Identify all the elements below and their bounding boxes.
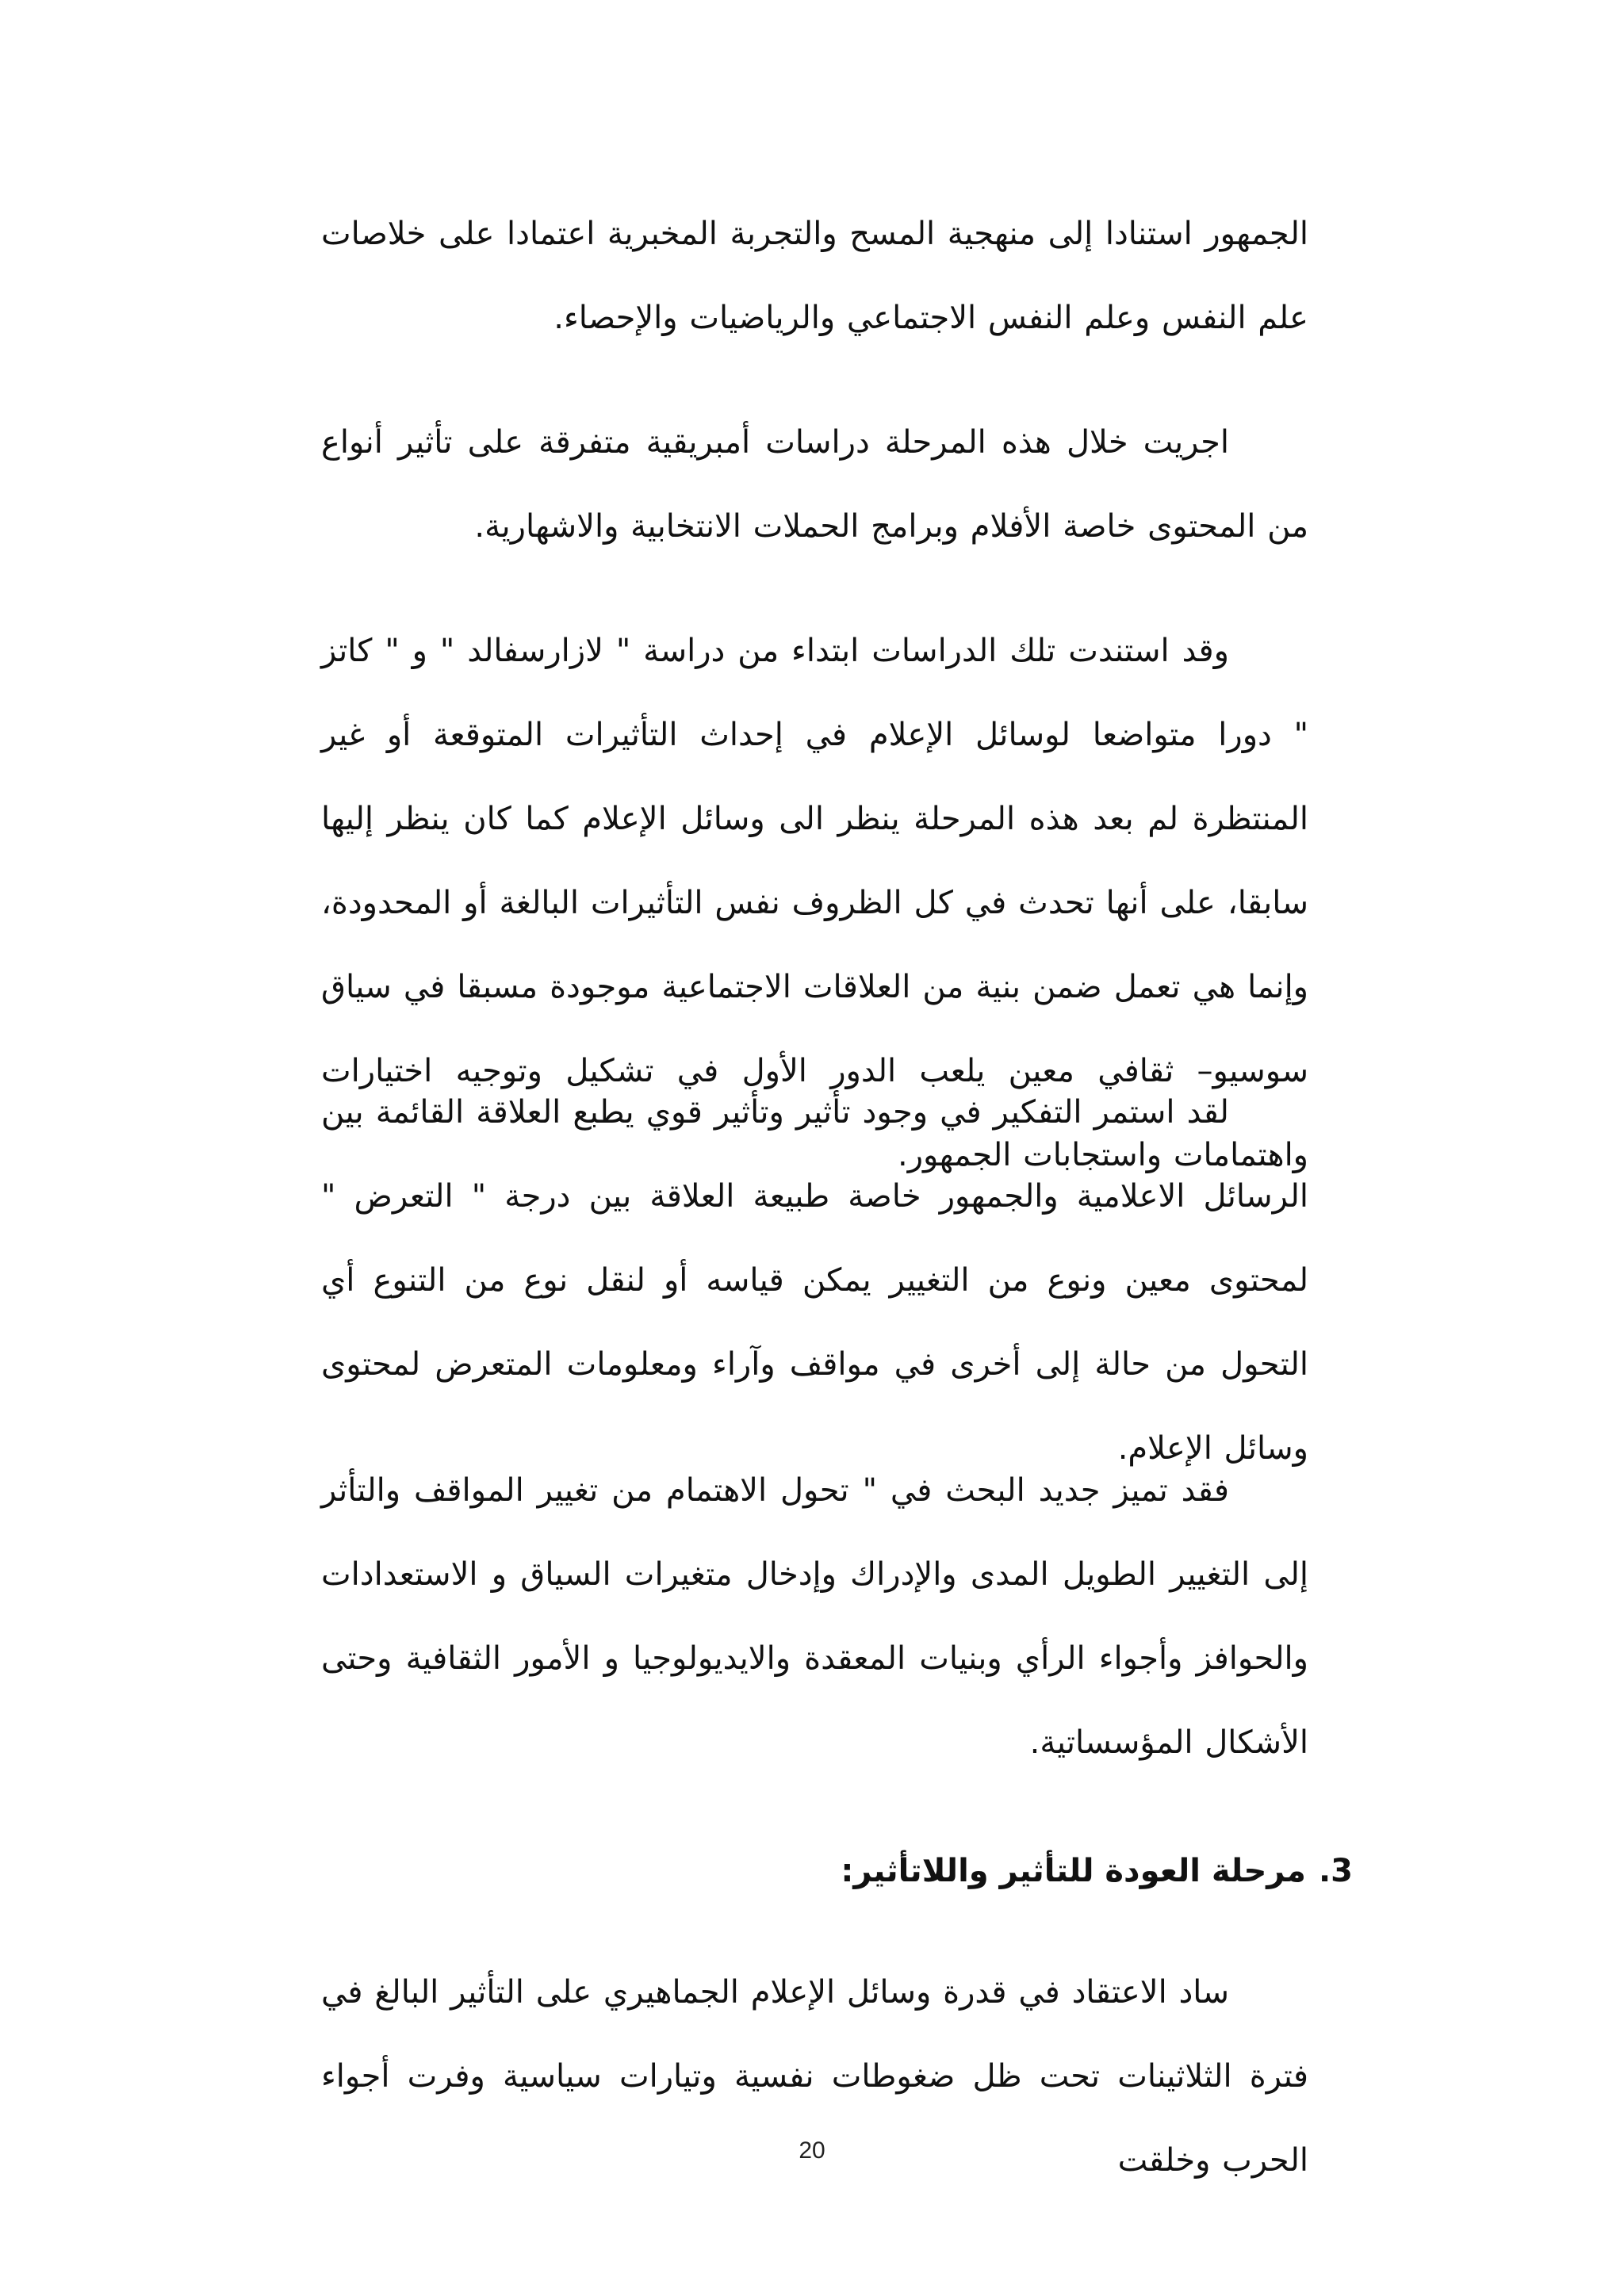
paragraph-2: اجريت خلال هذه المرحلة دراسات أمبريقية متفرقة على تأثير أنواع من المحتوى خاصة الأفلام وبرامج الحملات الانتخابية والاشهارية. [321, 424, 1308, 545]
paragraph-1: الجمهور استنادا إلى منهجية المسح والتجربة المخبرية اعتمادا على خلاصات علم النفس وعلم النفس الاجتماعي والرياضيات والإحصاء. [321, 216, 1308, 336]
paragraph-5: فقد تميز جديد البحث في " تحول الاهتمام من تغيير المواقف والتأثر إلى التغيير الطويل المدى والإدراك وإدخال متغيرات السياق و الاستعدادات والحوافز وأجواء الرأي وبنيات المعقدة والايديولوجيا و الأمور الثقافية وحتى الأشكال المؤسساتية. [321, 1472, 1308, 1761]
paragraph-6: ساد الاعتقاد في قدرة وسائل الإعلام الجماهيري على التأثير البالغ في فترة الثلاثينات تحت ظل ضغوطات نفسية وتيارات سياسية وفرت أجواء الحرب وخلقت [321, 1974, 1308, 2179]
page-number: 20 [799, 2137, 825, 2164]
paragraph-3: وقد استندت تلك الدراسات ابتداء من دراسة " لازارسفالد " و " كاتز " دورا متواضعا لوسائل الإعلام في إحداث التأثيرات المتوقعة أو غير المنتظرة لم بعد هذه المرحلة ينظر الى وسائل الإعلام كما كان ينظر إليها سابقا، على أنها تحدث في كل الظروف نفس التأثيرات البالغة أو المحدودة، وإنما هي تعمل ضمن بنية من العلاقات الاجتماعية موجودة مسبقا في سياق سوسيو– ثقافي معين يلعب الدور الأول في تشكيل وتوجيه اختيارات واهتمامات واستجابات الجمهور. [321, 633, 1308, 1173]
section-heading [841, 1847, 1353, 1895]
section-heading-number: 3. [1318, 1853, 1353, 1889]
section-heading-title: مرحلة العودة للتأثير واللاتأثير: [841, 1853, 1306, 1889]
paragraph-4: لقد استمر التفكير في وجود تأثير وتأثير قوي يطبع العلاقة القائمة بين الرسائل الاعلامية والجمهور خاصة طبيعة العلاقة بين درجة " التعرض " لمحتوى معين ونوع من التغيير يمكن قياسه أو لنقل نوع من التنوع أي التحول من حالة إلى أخرى في مواقف وآراء ومعلومات المتعرض لمحتوى وسائل الإعلام. [321, 1094, 1308, 1467]
